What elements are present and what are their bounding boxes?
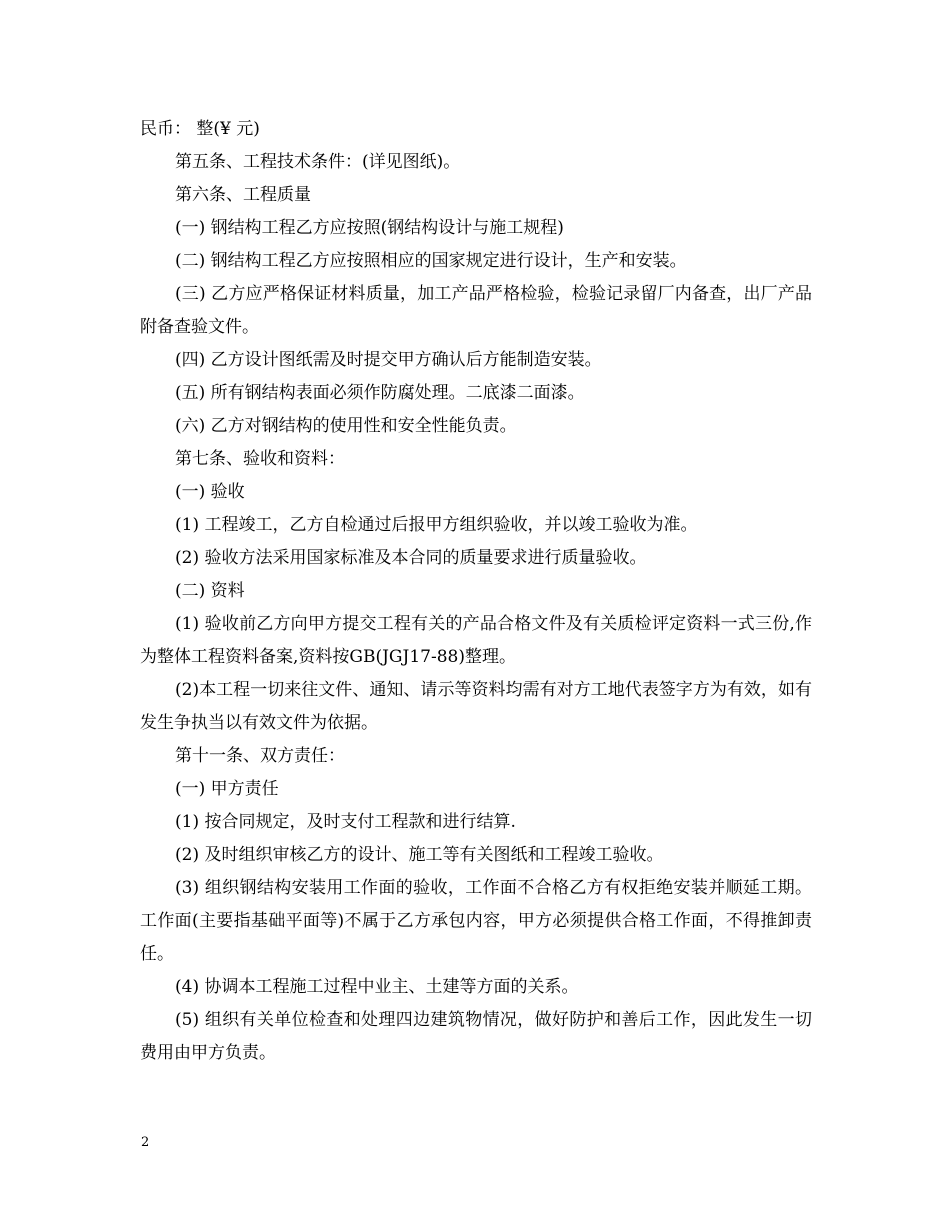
paragraph: (1) 工程竣工，乙方自检通过后报甲方组织验收，并以竣工验收为准。 [175, 515, 698, 535]
paragraph: (5) 组织有关单位检查和处理四边建筑物情况，做好防护和善后工作，因此发生一切费用由甲方负责。 [140, 1010, 812, 1063]
paragraph: (二) 钢结构工程乙方应按照相应的国家规定进行设计，生产和安装。 [175, 251, 687, 271]
paragraph: 第十一条、双方责任： [175, 746, 345, 766]
paragraph: 第五条、工程技术条件：(详见图纸)。 [175, 152, 461, 172]
paragraph: (五) 所有钢结构表面必须作防腐处理。二底漆二面漆。 [175, 383, 585, 403]
paragraph: 第六条、工程质量 [175, 185, 311, 205]
paragraph: (1) 按合同规定，及时支付工程款和进行结算. [175, 812, 516, 832]
paragraph: (二) 资料 [175, 581, 245, 601]
paragraph: (4) 协调本工程施工过程中业主、土建等方面的关系。 [175, 977, 579, 997]
paragraph: (三) 乙方应严格保证材料质量，加工产品严格检验，检验记录留厂内备查，出厂产品附备查验文件。 [140, 284, 812, 337]
paragraph: (一) 钢结构工程乙方应按照(钢结构设计与施工规程) [175, 218, 564, 238]
paragraph: (2) 及时组织审核乙方的设计、施工等有关图纸和工程竣工验收。 [175, 845, 664, 865]
paragraph: (一) 甲方责任 [175, 779, 279, 799]
document-body [140, 113, 812, 1070]
paragraph: (四) 乙方设计图纸需及时提交甲方确认后方能制造安装。 [175, 350, 602, 370]
paragraph: 第七条、验收和资料： [175, 449, 345, 469]
paragraph: (3) 组织钢结构安装用工作面的验收，工作面不合格乙方有权拒绝安装并顺延工期。工作面(主要指基础平面等)不属于乙方承包内容，甲方必须提供合格工作面，不得推卸责任。 [140, 878, 812, 964]
paragraph: (一) 验收 [175, 482, 245, 502]
paragraph: (六) 乙方对钢结构的使用性和安全性能负责。 [175, 416, 517, 436]
paragraph: 民币： 整(¥ 元) [140, 119, 260, 139]
paragraph: (1) 验收前乙方向甲方提交工程有关的产品合格文件及有关质检评定资料一式三份,作为整体工程资料备案,资料按GB(JGJ17-88)整理。 [140, 614, 812, 667]
page-number: 2 [141, 1135, 150, 1150]
paragraph: (2)本工程一切来往文件、通知、请示等资料均需有对方工地代表签字方为有效，如有发生争执当以有效文件为依据。 [140, 680, 812, 733]
paragraph: (2) 验收方法采用国家标准及本合同的质量要求进行质量验收。 [175, 548, 647, 568]
